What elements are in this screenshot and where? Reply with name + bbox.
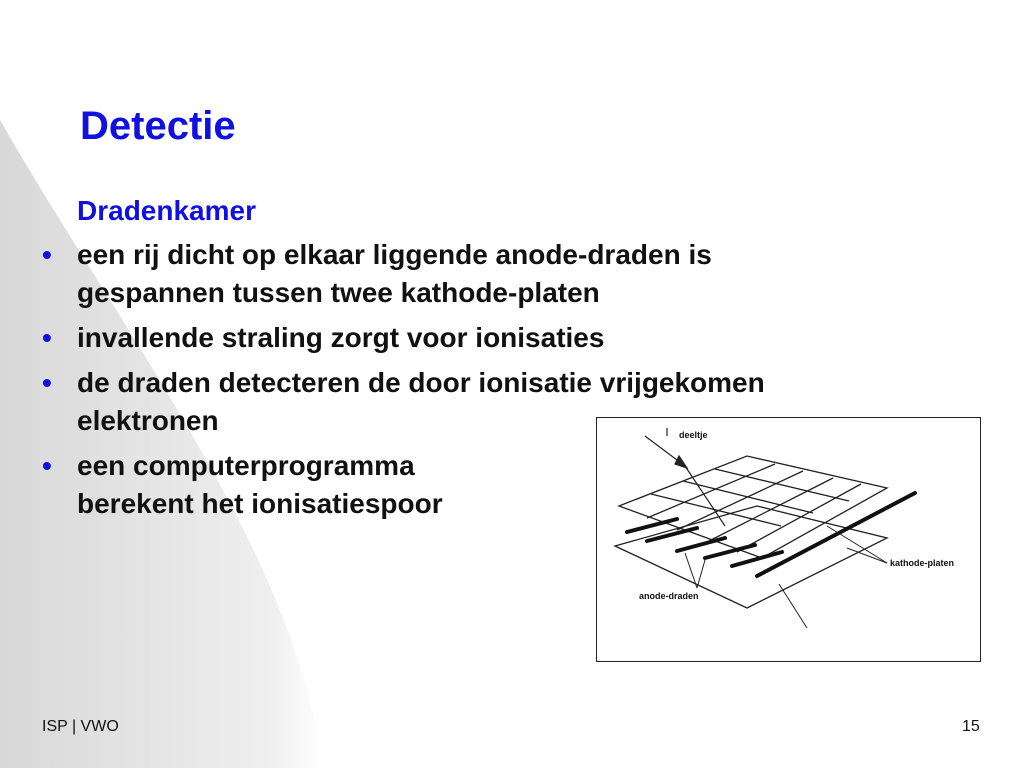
list-item <box>40 236 940 312</box>
wire-chamber-drawing <box>597 418 982 663</box>
list-item <box>40 319 940 357</box>
bullet-text: een computerprogramma <box>77 450 415 481</box>
page-title: Detectie <box>80 104 236 148</box>
particle-track <box>645 428 725 526</box>
anode-label: anode-draden <box>639 591 699 601</box>
bullet-text: gespannen tussen twee kathode-platen <box>77 277 600 308</box>
page-number: 15 <box>962 718 980 735</box>
wire-chamber-diagram <box>596 417 981 662</box>
particle-label: deeltje <box>679 430 708 440</box>
bullet-icon: • <box>42 450 52 481</box>
bullet-text: een rij dicht op elkaar liggende anode-draden is <box>77 239 712 270</box>
bullet-icon: • <box>42 367 52 398</box>
cathode-label: kathode-platen <box>890 558 955 568</box>
bullet-icon: • <box>42 239 52 270</box>
bullet-text: invallende straling zorgt voor ionisaties <box>77 322 605 353</box>
bullet-text: de draden detecteren de door ionisatie vrijgekomen <box>77 367 765 398</box>
section-subtitle: Dradenkamer <box>77 195 256 226</box>
footer-text: ISP | VWO <box>42 718 119 735</box>
bullet-icon: • <box>42 322 52 353</box>
bullet-text: elektronen <box>77 405 219 436</box>
bullet-text: berekent het ionisatiespoor <box>77 488 443 519</box>
